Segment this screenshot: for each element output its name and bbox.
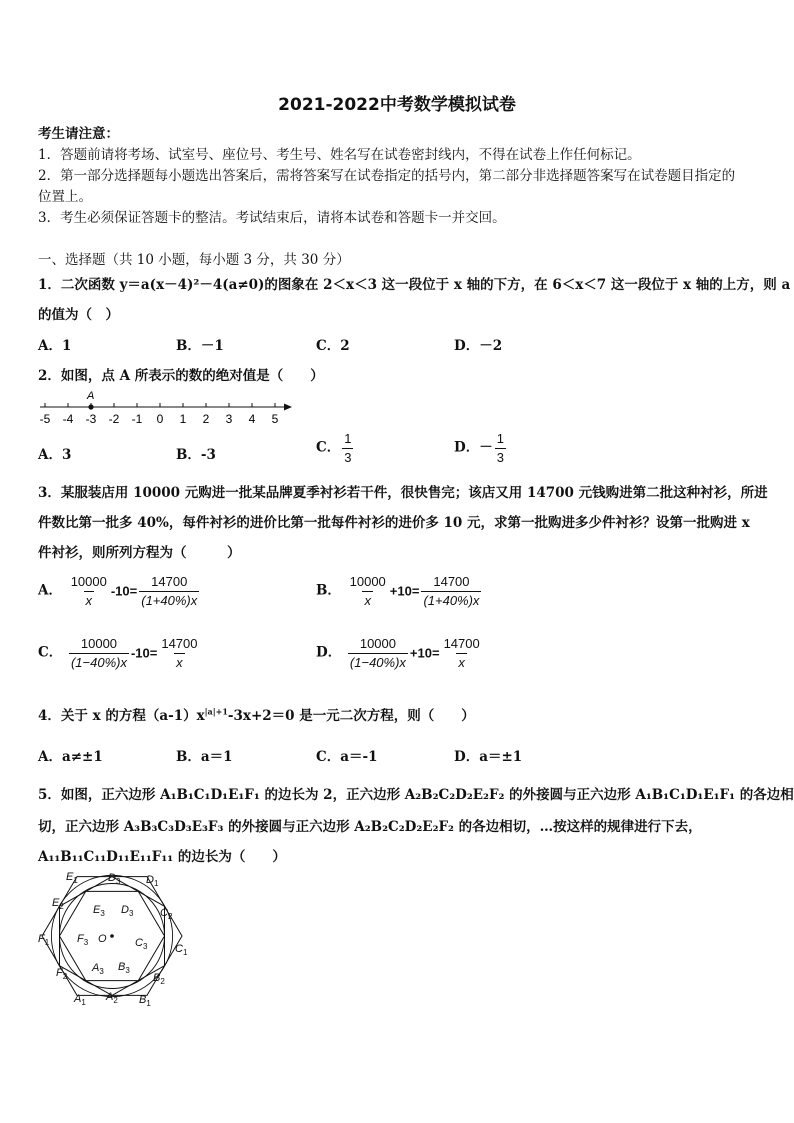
- q3-stem-line1: 3．某服装店用 10000 元购进一批某品牌夏季衬衫若干件，很快售完；该店又用 14700 元钱购进第二批这种衬衫，所进: [38, 485, 768, 501]
- number-line-tick-label: 1: [179, 412, 187, 426]
- q5-stem-line3: A₁₁B₁₁C₁₁D₁₁E₁₁F₁₁ 的边长为（ ）: [38, 849, 286, 865]
- notice-item-2-cont: 位置上。: [38, 189, 92, 205]
- number-line-tick-label: 3: [225, 412, 233, 426]
- number-line-arrow: [284, 404, 292, 411]
- notice-item-1: 1．答题前请将考场、试室号、座位号、考生号、姓名写在试卷密封线内，不得在试卷上作任何标记。: [38, 147, 641, 163]
- q2-option-a: A．3: [38, 447, 72, 463]
- number-line-tick-label: 5: [271, 412, 279, 426]
- q2-option-c: [316, 432, 355, 464]
- vertex-label-f3: $F_3$: [77, 933, 89, 947]
- notice-heading: 考生请注意：: [38, 126, 119, 142]
- q2-stem: 2．如图，点 A 所表示的数的绝对值是（ ）: [38, 368, 324, 384]
- notice-item-3: 3．考生必须保证答题卡的整洁。考试结束后，请将本试卷和答题卡一并交回。: [38, 210, 506, 226]
- q1-stem-line1: 1．二次函数 y＝a(x－4)²－4(a≠0)的图象在 2＜x＜3 这一段位于 x 轴的下方，在 6＜x＜7 这一段位于 x 轴的上方，则 a: [38, 277, 791, 293]
- vertex-label-e3: $E_3$: [93, 904, 105, 918]
- q3-option-d: D． $\frac{10000}{(1-40\%)x}$ +10= $\frac{14700}{x}$: [316, 636, 480, 670]
- q2-option-b: B．-3: [176, 447, 216, 463]
- q3-option-c-label: C．: [38, 644, 63, 661]
- q3-stem-line2: 件数比第一批多 40%，每件衬衫的进价比第一批每件衬衫的进价多 10 元，求第一批购进多少件衬衫？设第一批购进 x: [38, 515, 750, 531]
- number-line-tick-label: -1: [131, 412, 143, 426]
- vertex-label-a3: $A_3$: [92, 962, 104, 976]
- q3-option-c: C． $\frac{10000}{(1-40\%)x}$ -10= $\frac{14700}{x}$: [38, 636, 198, 670]
- q4-option-c: C．a＝-1: [316, 749, 378, 765]
- q3-option-b: B． $\frac{10000}{x}$ +10= $\frac{14700}{(1+40\%)x}$: [316, 574, 480, 608]
- vertex-label-d3: $D_3$: [108, 872, 121, 886]
- q1-option-d: D．－2: [454, 338, 503, 354]
- vertex-label-a2: $A_2$: [106, 991, 118, 1005]
- vertex-label-o: O: [98, 933, 107, 945]
- vertex-label-c1: $C_1$: [175, 943, 188, 957]
- page-title: 2021-2022中考数学模拟试卷: [278, 95, 516, 115]
- point-a-dot: [88, 404, 93, 409]
- q3-option-a-label: A．: [38, 582, 62, 599]
- q3-option-d-label: D．: [316, 644, 342, 661]
- q2-option-d: [454, 432, 508, 464]
- vertex-label-e2: $E_2$: [52, 897, 64, 911]
- vertex-label-f1: $F_1$: [38, 933, 50, 947]
- vertex-label-f2: $F_2$: [56, 967, 68, 981]
- vertex-label-a1: $A_1$: [74, 993, 86, 1007]
- number-line-tick-label: -2: [108, 412, 120, 426]
- q2-option-c-label: C．: [316, 439, 341, 456]
- q4-option-a: A．a≠±1: [38, 749, 103, 765]
- q3-stem-line3: 件衬衫，则所列方程为（ ）: [38, 545, 241, 561]
- q3-option-b-label: B．: [316, 582, 341, 599]
- vertex-label-c3: $C_3$: [135, 937, 148, 951]
- q4-option-b: B．a＝1: [176, 749, 233, 765]
- number-line-figure: [36, 386, 296, 428]
- vertex-label-b1: $B_1$: [139, 994, 151, 1008]
- number-line-ticks: [40, 403, 279, 426]
- number-line-tick-label: 4: [248, 412, 256, 426]
- q1-option-a: A．1: [38, 338, 72, 354]
- q1-option-b: B．－1: [176, 338, 224, 354]
- point-a-label: A: [87, 390, 95, 402]
- q5-stem-line1: 5．如图，正六边形 A₁B₁C₁D₁E₁F₁ 的边长为 2，正六边形 A₂B₂C₂D₂E₂F₂ 的外接圆与正六边形 A₁B₁C₁D₁E₁F₁ 的各边相: [38, 787, 794, 803]
- vertex-label-c2: $C_2$: [160, 907, 173, 921]
- q2-option-d-label: D．－: [454, 439, 493, 456]
- q4-option-d: D．a＝±1: [454, 749, 523, 765]
- section-heading: 一、选择题（共 10 小题，每小题 3 分，共 30 分）: [38, 252, 350, 268]
- q1-option-c: C．2: [316, 338, 350, 354]
- hexagon-figure: [36, 866, 191, 1010]
- q3-option-a: A． $\frac{10000}{x}$ -10= $\frac{14700}{(1+40\%)x}$: [38, 574, 198, 608]
- number-line-tick-label: -4: [62, 412, 74, 426]
- vertex-label-d3b: $D_3$: [121, 904, 134, 918]
- notice-item-2: 2．第一部分选择题每小题选出答案后，需将答案写在试卷指定的括号内，第二部分非选择题答案写在试卷题目指定的: [38, 168, 736, 184]
- number-line-tick-label: 2: [202, 412, 210, 426]
- number-line-tick-label: 0: [156, 412, 164, 426]
- q2-option-d-fraction: $\frac{1}{3}$: [496, 431, 504, 465]
- center-dot: [110, 934, 114, 938]
- vertex-label-d1: $D_1$: [146, 874, 159, 888]
- q2-option-c-fraction: $\frac{1}{3}$: [344, 431, 352, 465]
- vertex-label-b2: $B_2$: [153, 972, 165, 986]
- number-line-tick-label: -5: [39, 412, 51, 426]
- q4-stem: 4．关于 x 的方程$(a-1)x^{|a|+1}-3x+2=0$ 是一元二次方程，则（ ）: [38, 706, 475, 724]
- number-line-tick-label: -3: [85, 412, 97, 426]
- q1-stem-line2: 的值为（ ）: [38, 307, 119, 323]
- vertex-label-e1: $E_1$: [66, 871, 78, 885]
- vertex-label-b3: $B_3$: [118, 961, 130, 975]
- q5-stem-line2: 切，正六边形 A₃B₃C₃D₃E₃F₃ 的外接圆与正六边形 A₂B₂C₂D₂E₂F₂ 的各边相切，…按这样的规律进行下去，: [38, 819, 702, 835]
